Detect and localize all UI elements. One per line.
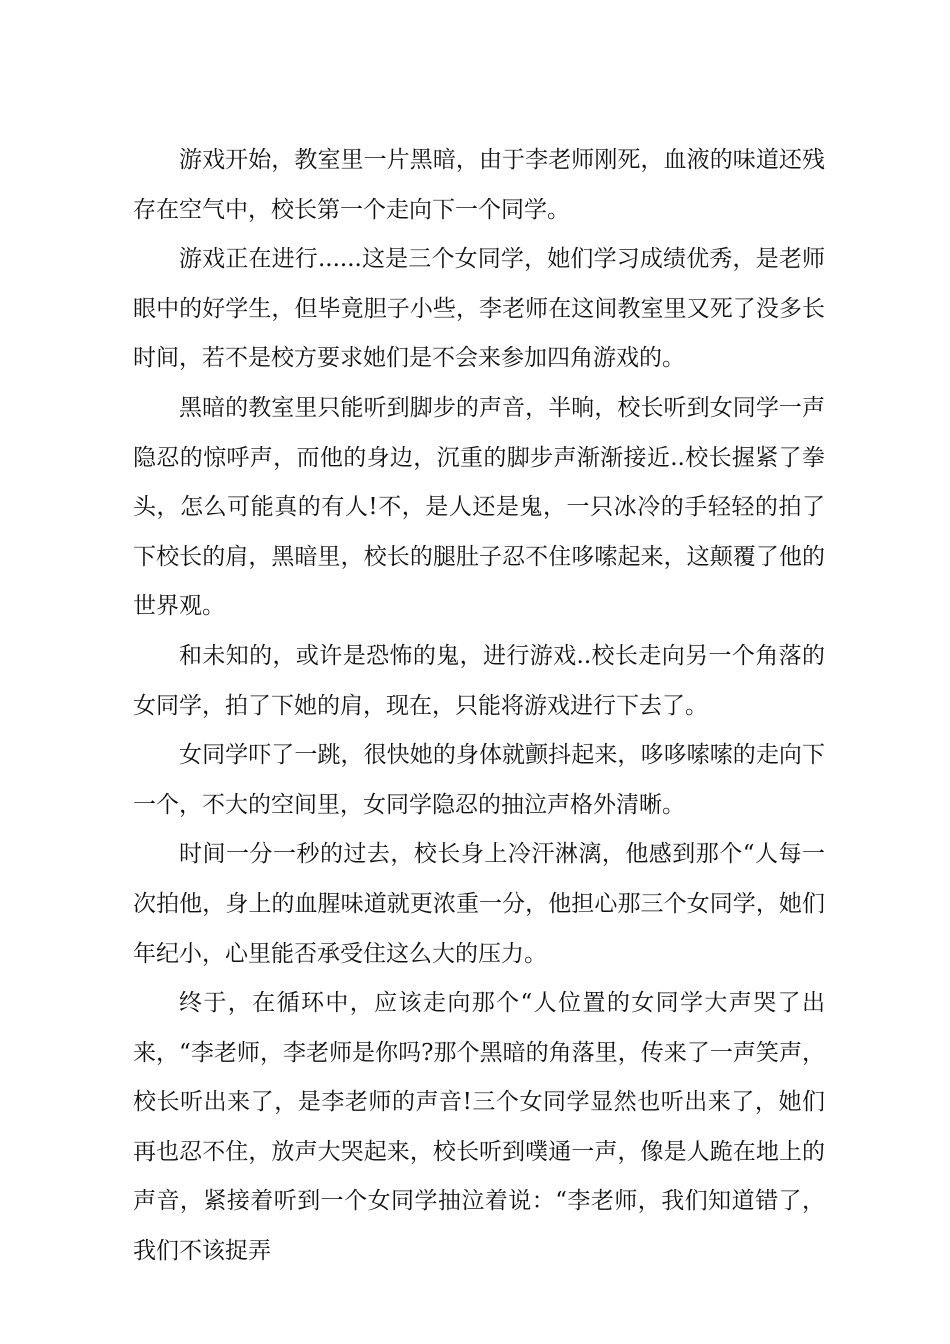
paragraph: 黑暗的教室里只能听到脚步的声音，半晌，校长听到女同学一声隐忍的惊呼声，而他的身边，沉重的脚步声渐渐接近..校长握紧了拳头，怎么可能真的有人!不，是人还是鬼，一只冰冷的手轻轻的拍了下校长的肩，黑暗里，校长的腿肚子忍不住哆嗦起来，这颠覆了他的世界观。 — [133, 394, 825, 620]
paragraph: 时间一分一秒的过去，校长身上冷汗淋漓，他感到那个“人每一次拍他，身上的血腥味道就更浓重一分，他担心那三个女同学，她们年纪小，心里能否承受住这么大的压力。 — [133, 841, 825, 967]
paragraph: 女同学吓了一跳，很快她的身体就颤抖起来，哆哆嗦嗦的走向下一个，不大的空间里，女同学隐忍的抽泣声格外清晰。 — [133, 742, 825, 818]
paragraph: 终于，在循环中，应该走向那个“人位置的女同学大声哭了出来，“李老师，李老师是你吗?那个黑暗的角落里，传来了一声笑声，校长听出来了，是李老师的声音!三个女同学显然也听出来了，她们再也忍不住，放声大哭起来，校长听到噗通一声，像是人跪在地上的声音，紧接着听到一个女同学抽泣着说：“李老师，我们知道错了，我们不该捉弄 — [133, 990, 825, 1265]
paragraph: 游戏开始，教室里一片黑暗，由于李老师刚死，血液的味道还残存在空气中，校长第一个走向下一个同学。 — [133, 147, 825, 223]
document-body — [133, 136, 825, 1277]
paragraph: 游戏正在进行......这是三个女同学，她们学习成绩优秀，是老师眼中的好学生，但毕竟胆子小些，李老师在这间教室里又死了没多长时间，若不是校方要求她们是不会来参加四角游戏的。 — [133, 246, 825, 372]
paragraph: 和未知的，或许是恐怖的鬼，进行游戏..校长走向另一个角落的女同学，拍了下她的肩，现在，只能将游戏进行下去了。 — [133, 642, 825, 719]
